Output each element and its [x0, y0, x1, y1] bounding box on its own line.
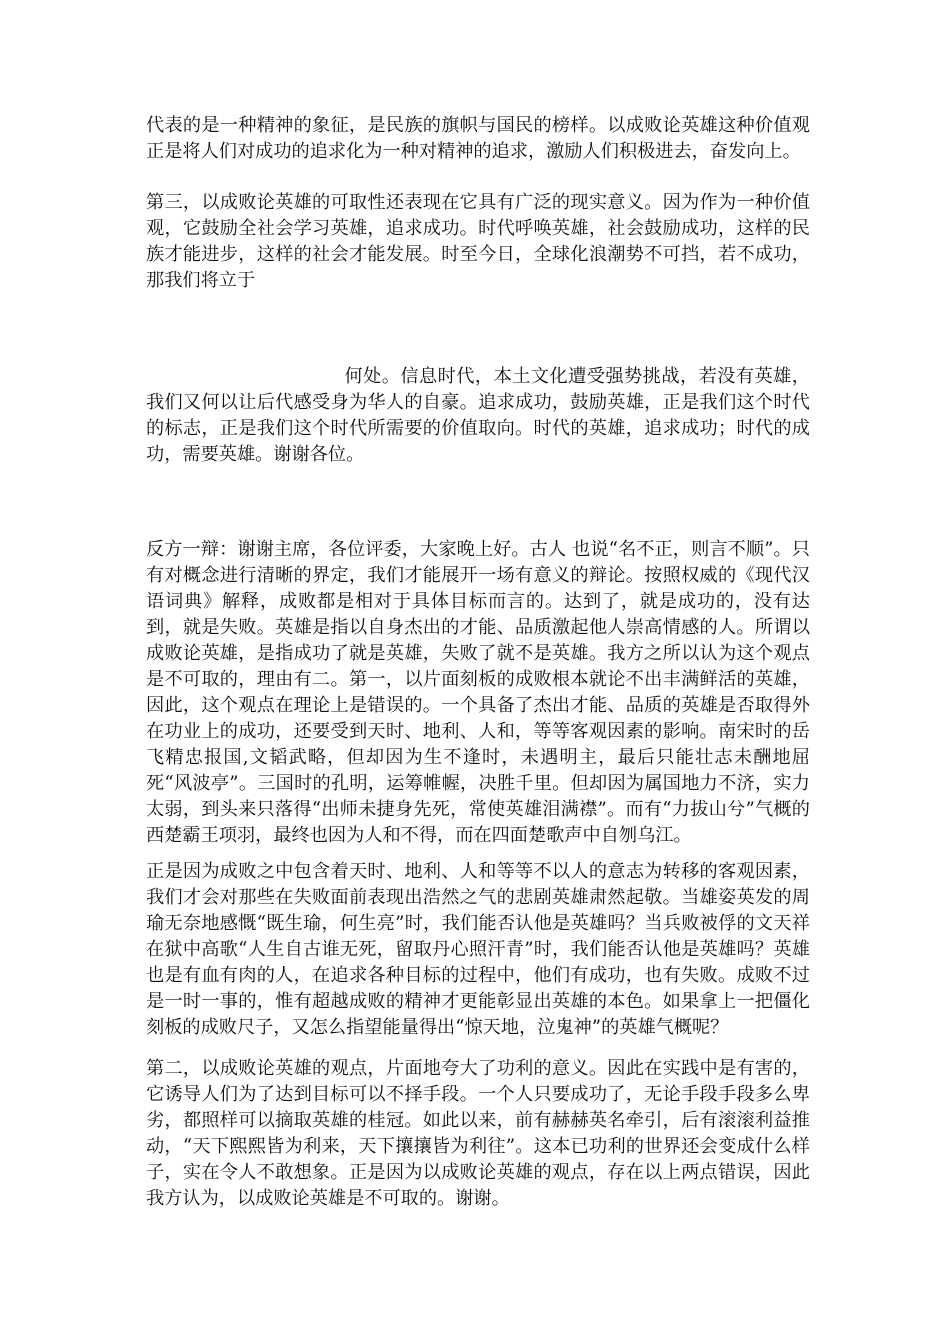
paragraph-6: 第二，以成败论英雄的观点，片面地夸大了功利的意义。因此在实践中是有害的，它诱导人们为了达到目标可以不择手段。一个人只要成功了，无论手段手段多么卑劣，都照样可以摘取英雄的桂冠。如此以来，前有赫赫英名牵引，后有滚滚利益推动，“天下熙熙皆为利来，天下攘攘皆为利往”。这本已功利的世界还会变成什么样子，实在令人不敢想象。正是因为以成败论英雄的观点，存在以上两点错误，因此我方认为，以成败论英雄是不可取的。谢谢。: [146, 1058, 810, 1209]
paragraph-3-wrapper: [146, 364, 810, 468]
paragraph-5: 正是因为成败之中包含着天时、地利、人和等等不以人的意志为转移的客观因素，我们才会对那些在失败面前表现出浩然之气的悲剧英雄肃然起敬。当雄姿英发的周瑜无奈地感慨“既生瑜，何生亮”时，我们能否认他是英雄吗？当兵败被俘的文天祥在狱中高歌“人生自古谁无死，留取丹心照汗青”时，我们能否认他是英雄吗？英雄也是有血有肉的人，在追求各种目标的过程中，他们有成功，也有失败。成败不过是一时一事的，惟有超越成败的精神才更能彰显出英雄的本色。如果拿上一把僵化刻板的成败尺子，又怎么指望能量得出“惊天地，泣鬼神”的英雄气概呢？: [146, 861, 810, 1038]
paragraph-4: 反方一辩：谢谢主席，各位评委，大家晚上好。古人 也说“名不正，则言不顺”。只有对概念进行清晰的界定，我们才能展开一场有意义的辩论。按照权威的《现代汉语词典》解释，成败都是相对于具体目标而言的。达到了，就是成功的，没有达到，就是失败。英雄是指以自身杰出的才能、品质激起他人崇高情感的人。所谓以成败论英雄，是指成功了就是英雄，失败了就不是英雄。我方之所以认为这个观点是不可取的，理由有二。第一，以片面刻板的成败根本就论不出丰满鲜活的英雄，因此，这个观点在理论上是错误的。一个具备了杰出才能、品质的英雄是否取得外在功业上的成功，还要受到天时、地利、人和，等等客观因素的影响。南宋时的岳飞精忠报国,文韬武略，但却因为生不逢时，未遇明主，最后只能壮志未酬地屈死“风波亭”。三国时的孔明，运筹帷幄，决胜千里。但却因为属国地力不济，实力太弱，到头来只落得“出师未捷身先死，常使英雄泪满襟”。而有“力拔山兮”气概的西楚霸王项羽，最终也因为人和不得，而在四面楚歌声中自刎乌江。: [146, 539, 810, 846]
paragraph-3: 何处。信息时代，本土文化遭受强势挑战，若没有英雄，我们又何以让后代感受身为华人的自豪。追求成功，鼓励英雄，正是我们这个时代的标志，正是我们这个时代所需要的价值取向。时代的英雄，追求成功；时代的成功，需要英雄。谢谢各位。: [146, 366, 810, 465]
paragraph-1: 代表的是一种精神的象征，是民族的旗帜与国民的榜样。以成败论英雄这种价值观正是将人们对成功的追求化为一种对精神的追求，激励人们积极进去，奋发向上。: [146, 115, 810, 162]
paragraph-2: 第三，以成败论英雄的可取性还表现在它具有广泛的现实意义。因为作为一种价值观，它鼓励全社会学习英雄，追求成功。时代呼唤英雄，社会鼓励成功，这样的民族才能进步，这样的社会才能发展。时至今日，全球化浪潮势不可挡，若不成功，那我们将立于: [146, 192, 810, 291]
